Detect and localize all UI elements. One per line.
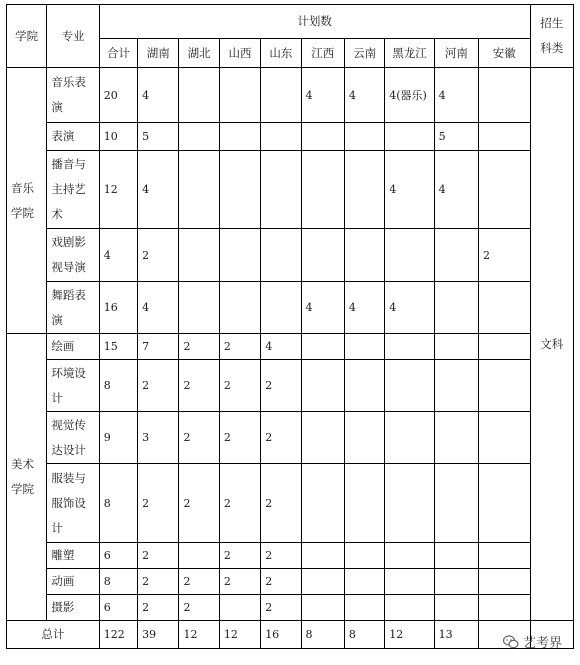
table-row: [7, 151, 574, 229]
plan-cell: 4: [301, 282, 344, 334]
table-row: [7, 123, 574, 151]
summary-cell: 12: [385, 621, 434, 649]
summary-cell: 12: [179, 621, 219, 649]
table-row: [7, 543, 574, 569]
summary-cell: 16: [261, 621, 301, 649]
plan-cell: 5: [138, 123, 179, 151]
summary-cell: 8: [301, 621, 344, 649]
category-value: 文科: [530, 68, 573, 621]
plan-cell: 2: [179, 334, 219, 360]
header-province: 黑龙江: [385, 39, 434, 68]
plan-cell: [479, 282, 531, 334]
major-name: 舞蹈表演: [47, 282, 99, 334]
plan-cell: 5: [434, 123, 478, 151]
major-total: 20: [99, 68, 137, 123]
plan-cell: [261, 123, 301, 151]
header-college: 学院: [7, 5, 47, 68]
plan-cell: [385, 334, 434, 360]
plan-cell: [301, 569, 344, 595]
plan-cell: [301, 151, 344, 229]
plan-cell: [479, 123, 531, 151]
plan-cell: [301, 464, 344, 543]
plan-cell: [219, 595, 260, 621]
plan-cell: [434, 282, 478, 334]
plan-cell: 2: [261, 543, 301, 569]
major-name: 雕塑: [47, 543, 99, 569]
plan-cell: [219, 282, 260, 334]
plan-cell: [219, 123, 260, 151]
plan-cell: [385, 123, 434, 151]
plan-cell: 4: [138, 282, 179, 334]
plan-cell: 4: [261, 334, 301, 360]
header-plan: 计划数: [99, 5, 530, 39]
plan-cell: [179, 229, 219, 282]
plan-cell: [179, 123, 219, 151]
summary-row: [7, 621, 574, 649]
plan-cell: 2: [138, 595, 179, 621]
plan-cell: [479, 569, 531, 595]
plan-cell: [179, 282, 219, 334]
plan-cell: 2: [219, 543, 260, 569]
plan-cell: [434, 543, 478, 569]
table-row: [7, 464, 574, 543]
major-total: 8: [99, 464, 137, 543]
header-category: 招生科类: [530, 5, 573, 68]
plan-cell: 2: [261, 360, 301, 412]
major-total: 12: [99, 151, 137, 229]
summary-cell: 13: [434, 621, 478, 649]
major-total: 6: [99, 595, 137, 621]
plan-cell: [479, 334, 531, 360]
plan-cell: [261, 68, 301, 123]
summary-cell: 12: [219, 621, 260, 649]
major-name: 播音与主持艺术: [47, 151, 99, 229]
plan-cell: 2: [138, 569, 179, 595]
major-name: 戏剧影视导演: [47, 229, 99, 282]
plan-cell: [301, 543, 344, 569]
plan-cell: [385, 543, 434, 569]
college-name: 美术学院: [7, 334, 47, 621]
plan-cell: [344, 123, 384, 151]
plan-cell: [434, 360, 478, 412]
plan-cell: 4: [434, 68, 478, 123]
plan-cell: [301, 360, 344, 412]
plan-cell: 4: [344, 282, 384, 334]
plan-cell: 4: [344, 68, 384, 123]
table-row: [7, 282, 574, 334]
plan-cell: [434, 464, 478, 543]
major-name: 环境设计: [47, 360, 99, 412]
plan-cell: 4: [385, 282, 434, 334]
plan-cell: [434, 412, 478, 464]
summary-label: 总计: [7, 621, 100, 649]
major-total: 9: [99, 412, 137, 464]
major-total: 6: [99, 543, 137, 569]
table-row: [7, 360, 574, 412]
major-name: 视觉传达设计: [47, 412, 99, 464]
plan-cell: [301, 334, 344, 360]
major-total: 8: [99, 569, 137, 595]
plan-cell: [479, 68, 531, 123]
header-province: 河南: [434, 39, 478, 68]
plan-cell: [301, 595, 344, 621]
plan-cell: [479, 464, 531, 543]
plan-cell: 2: [138, 543, 179, 569]
plan-cell: 4: [434, 151, 478, 229]
header-province: 山西: [219, 39, 260, 68]
table-row: [7, 412, 574, 464]
plan-cell: 2: [138, 464, 179, 543]
plan-cell: 2: [179, 360, 219, 412]
plan-cell: [344, 464, 384, 543]
plan-cell: [479, 151, 531, 229]
major-total: 15: [99, 334, 137, 360]
header-province: 云南: [344, 39, 384, 68]
plan-cell: 2: [138, 360, 179, 412]
plan-cell: 4: [385, 151, 434, 229]
plan-cell: [179, 543, 219, 569]
plan-cell: [344, 595, 384, 621]
plan-cell: [385, 569, 434, 595]
header-total: 合计: [99, 39, 137, 68]
plan-cell: [385, 360, 434, 412]
plan-cell: [479, 595, 531, 621]
plan-cell: [385, 229, 434, 282]
major-total: 16: [99, 282, 137, 334]
plan-cell: [385, 412, 434, 464]
major-total: 4: [99, 229, 137, 282]
watermark: [503, 632, 562, 651]
plan-cell: [219, 229, 260, 282]
plan-cell: [301, 123, 344, 151]
plan-cell: 2: [179, 412, 219, 464]
summary-cell: 8: [344, 621, 384, 649]
plan-cell: 2: [179, 569, 219, 595]
table-row: [7, 334, 574, 360]
plan-cell: [344, 151, 384, 229]
plan-cell: [179, 151, 219, 229]
plan-cell: [261, 229, 301, 282]
plan-cell: [344, 543, 384, 569]
summary-total: 122: [99, 621, 137, 649]
plan-cell: 4: [138, 151, 179, 229]
plan-cell: 4: [138, 68, 179, 123]
plan-cell: [219, 151, 260, 229]
plan-cell: [344, 412, 384, 464]
wechat-logo-icon: [503, 635, 519, 649]
plan-cell: [385, 595, 434, 621]
plan-cell: [434, 334, 478, 360]
plan-cell: [344, 569, 384, 595]
plan-cell: [301, 412, 344, 464]
plan-cell: 2: [261, 464, 301, 543]
plan-cell: 4(器乐): [385, 68, 434, 123]
plan-cell: [479, 412, 531, 464]
plan-cell: 2: [219, 569, 260, 595]
table-row: [7, 595, 574, 621]
plan-cell: 7: [138, 334, 179, 360]
table-row: [7, 569, 574, 595]
plan-cell: 2: [261, 412, 301, 464]
plan-cell: 2: [261, 569, 301, 595]
plan-cell: [479, 543, 531, 569]
plan-cell: 2: [179, 464, 219, 543]
plan-cell: [219, 68, 260, 123]
major-name: 动画: [47, 569, 99, 595]
plan-cell: 2: [261, 595, 301, 621]
college-name: 音乐学院: [7, 68, 47, 334]
plan-cell: 2: [219, 464, 260, 543]
enrollment-plan-table: [6, 4, 574, 649]
plan-cell: [301, 229, 344, 282]
plan-cell: [261, 282, 301, 334]
header-province: 湖南: [138, 39, 179, 68]
plan-cell: [179, 68, 219, 123]
plan-cell: 2: [219, 334, 260, 360]
plan-cell: [434, 569, 478, 595]
plan-cell: [261, 151, 301, 229]
major-name: 音乐表演: [47, 68, 99, 123]
watermark-text: 艺考界: [522, 636, 562, 651]
plan-cell: [344, 229, 384, 282]
plan-cell: [434, 595, 478, 621]
table-row: [7, 229, 574, 282]
plan-cell: [434, 229, 478, 282]
plan-cell: 2: [179, 595, 219, 621]
header-major: 专业: [47, 5, 99, 68]
plan-cell: [479, 360, 531, 412]
major-total: 8: [99, 360, 137, 412]
header-province: 江西: [301, 39, 344, 68]
summary-cell: 39: [138, 621, 179, 649]
major-name: 服装与服饰设计: [47, 464, 99, 543]
major-total: 10: [99, 123, 137, 151]
header-province: 山东: [261, 39, 301, 68]
header-province: 安徽: [479, 39, 531, 68]
plan-cell: 2: [219, 412, 260, 464]
plan-cell: 2: [138, 229, 179, 282]
plan-cell: [344, 360, 384, 412]
plan-cell: [344, 334, 384, 360]
major-name: 摄影: [47, 595, 99, 621]
plan-cell: [385, 464, 434, 543]
plan-cell: 2: [479, 229, 531, 282]
plan-cell: 2: [219, 360, 260, 412]
major-name: 绘画: [47, 334, 99, 360]
plan-cell: 4: [301, 68, 344, 123]
major-name: 表演: [47, 123, 99, 151]
header-province: 湖北: [179, 39, 219, 68]
header-row-1: [7, 5, 574, 39]
table-row: [7, 68, 574, 123]
plan-cell: 3: [138, 412, 179, 464]
